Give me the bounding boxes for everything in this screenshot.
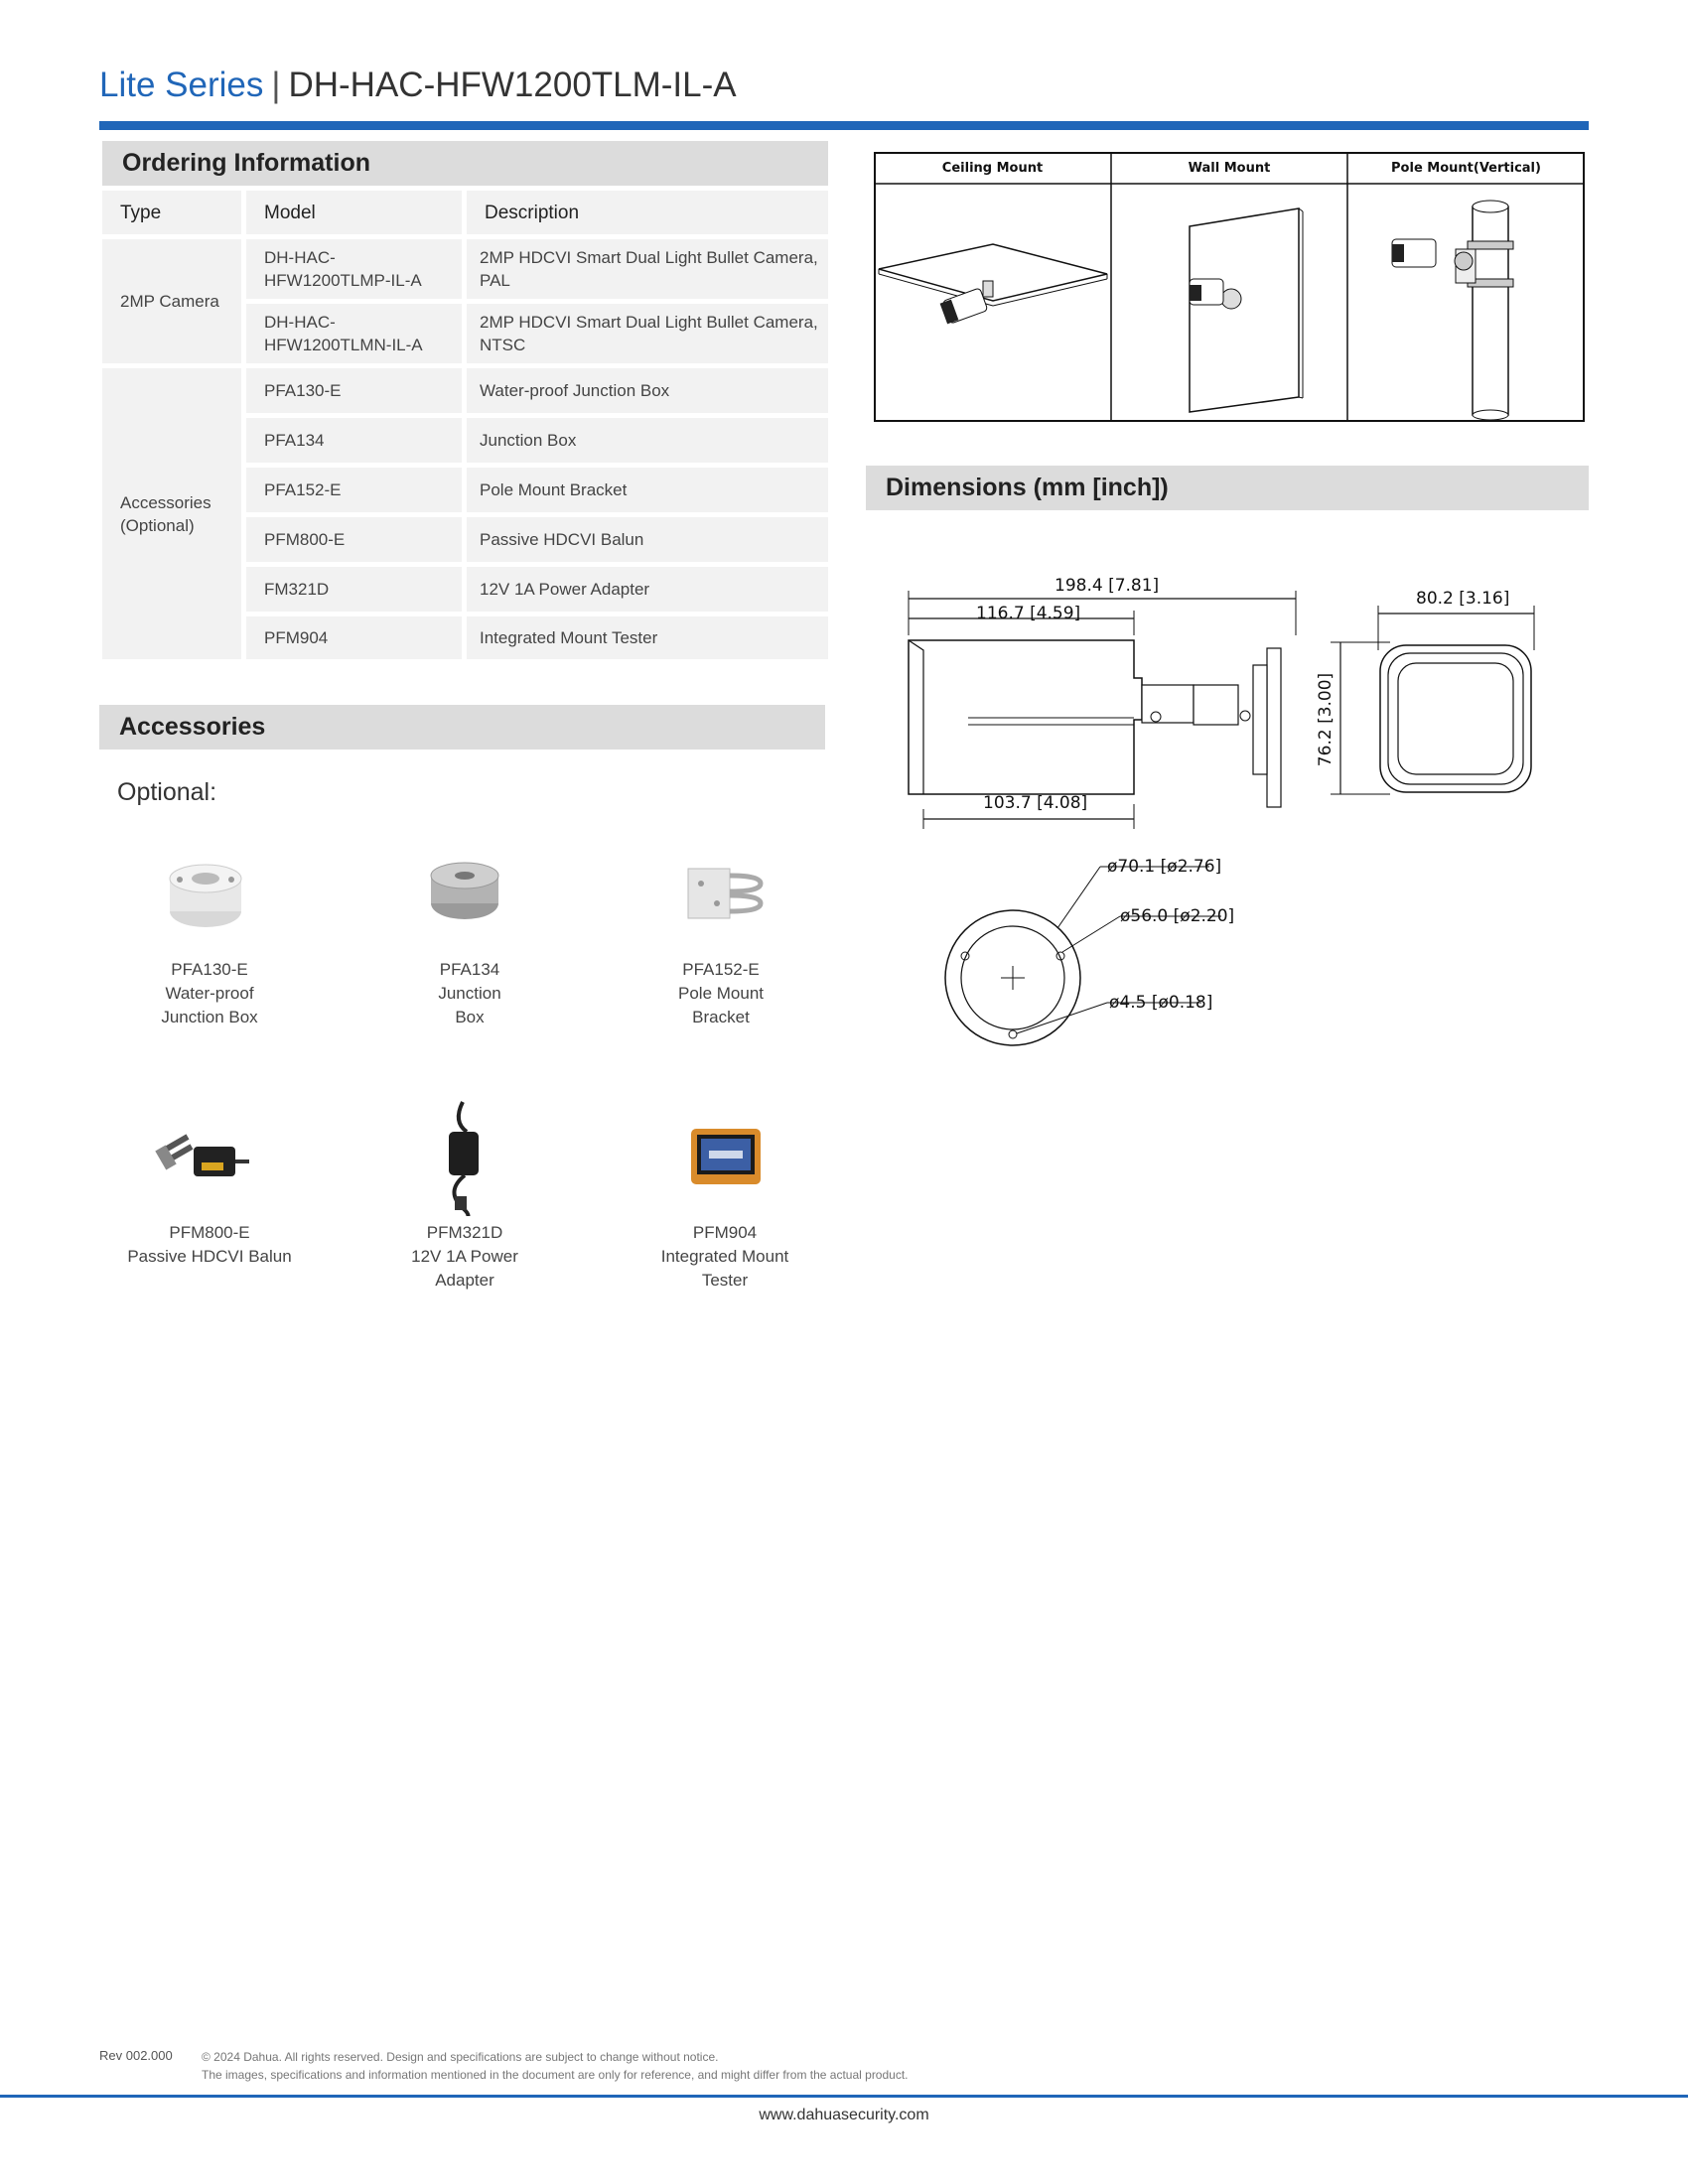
acc-desc-cell: Pole Mount Bracket bbox=[467, 468, 828, 512]
model-cell bbox=[246, 304, 462, 363]
type-line: (Optional) bbox=[120, 515, 195, 535]
ordering-info-heading bbox=[102, 141, 828, 186]
mount-tester-icon bbox=[606, 1107, 844, 1216]
desc-line: 2MP HDCVI Smart Dual Light Bullet Camera, bbox=[480, 248, 818, 267]
type-cell-camera: 2MP Camera bbox=[102, 239, 241, 363]
desc-line: PAL bbox=[480, 271, 510, 290]
accessory-item bbox=[90, 1107, 329, 1269]
accessory-line: Box bbox=[455, 1008, 485, 1026]
acc-desc-cell: 12V 1A Power Adapter bbox=[467, 567, 828, 612]
description-cell bbox=[467, 239, 828, 299]
accessory-line: Tester bbox=[701, 1271, 749, 1290]
desc-line: 2MP HDCVI Smart Dual Light Bullet Camera, bbox=[480, 313, 818, 332]
accessory-line: Adapter bbox=[435, 1271, 494, 1290]
dimension-lines bbox=[874, 551, 1589, 1067]
copyright-line: © 2024 Dahua. All rights reserved. Design and specifications are subject to change without notice. bbox=[202, 2050, 719, 2064]
mount-types-table bbox=[874, 152, 1585, 422]
accessory-line: PFA152-E bbox=[682, 960, 760, 979]
accessory-line: Junction Box bbox=[161, 1008, 258, 1026]
dimensions-heading bbox=[866, 466, 1589, 510]
acc-model-cell: FM321D bbox=[246, 567, 462, 612]
acc-desc-cell: Integrated Mount Tester bbox=[467, 616, 828, 659]
accessory-line: Passive HDCVI Balun bbox=[127, 1247, 292, 1266]
mount-label-ceiling: Ceiling Mount bbox=[941, 161, 1044, 176]
col-header-description: Description bbox=[467, 191, 828, 234]
acc-model-cell: PFM800-E bbox=[246, 517, 462, 562]
acc-model-cell: PFA134 bbox=[246, 418, 462, 463]
dim-hole-circle-diameter: ø56.0 [ø2.20] bbox=[1120, 906, 1235, 926]
dim-base-length: 103.7 [4.08] bbox=[983, 793, 1088, 813]
accessory-item bbox=[602, 844, 840, 1029]
acc-desc-cell: Water-proof Junction Box bbox=[467, 368, 828, 413]
mount-label-pole: Pole Mount(Vertical) bbox=[1391, 161, 1541, 176]
website-link[interactable]: www.dahuasecurity.com bbox=[759, 2107, 929, 2123]
accessory-line: PFM904 bbox=[692, 1223, 758, 1242]
accessory-line: PFM321D bbox=[426, 1223, 503, 1242]
description-cell bbox=[467, 304, 828, 363]
series-name: Lite Series bbox=[99, 66, 264, 104]
dim-body-length: 116.7 [4.59] bbox=[976, 604, 1081, 623]
copyright-notice bbox=[202, 2048, 909, 2084]
dim-width: 80.2 [3.16] bbox=[1416, 589, 1510, 609]
accessory-item bbox=[351, 844, 589, 1029]
acc-desc-cell: Junction Box bbox=[467, 418, 828, 463]
mount-diagrams bbox=[874, 152, 1585, 422]
footer-rule bbox=[0, 2095, 1688, 2098]
copyright-line: The images, specifications and information mentioned in the document are only for reference, and might differ from the actual product. bbox=[202, 2068, 909, 2082]
dimensions-title: Dimensions (mm [inch]) bbox=[886, 474, 1169, 501]
accessory-item bbox=[346, 1087, 584, 1293]
type-line: Accessories bbox=[120, 492, 211, 512]
accessory-line: Bracket bbox=[692, 1008, 750, 1026]
accessory-line: Pole Mount bbox=[678, 984, 764, 1003]
ordering-info-title: Ordering Information bbox=[122, 149, 370, 177]
wall-mount-drawing bbox=[1190, 208, 1303, 412]
accessory-line: 12V 1A Power bbox=[411, 1247, 518, 1266]
title-separator: | bbox=[271, 66, 281, 104]
balun-icon bbox=[90, 1107, 329, 1216]
dimension-drawing bbox=[874, 551, 1589, 1067]
revision-label: Rev 002.000 bbox=[99, 2048, 173, 2063]
model-name: DH-HAC-HFW1200TLM-IL-A bbox=[288, 66, 737, 104]
model-cell bbox=[246, 239, 462, 299]
pole-mount-drawing bbox=[1392, 201, 1513, 420]
dim-height: 76.2 [3.00] bbox=[1316, 672, 1336, 767]
ceiling-mount-drawing bbox=[879, 244, 1107, 324]
acc-model-cell: PFA152-E bbox=[246, 468, 462, 512]
acc-model-cell: PFA130-E bbox=[246, 368, 462, 413]
dim-total-length: 198.4 [7.81] bbox=[1055, 576, 1160, 596]
accessory-line: Integrated Mount bbox=[660, 1247, 789, 1266]
accessory-line: PFM800-E bbox=[169, 1223, 250, 1242]
junction-box-icon bbox=[351, 844, 589, 953]
optional-label: Optional: bbox=[117, 778, 217, 806]
header-rule bbox=[99, 121, 1589, 130]
pole-bracket-icon bbox=[602, 844, 840, 953]
model-line: HFW1200TLMN-IL-A bbox=[264, 336, 423, 354]
accessories-heading bbox=[99, 705, 825, 750]
page-title bbox=[99, 66, 737, 105]
model-line: HFW1200TLMP-IL-A bbox=[264, 271, 422, 290]
dim-outer-diameter: ø70.1 [ø2.76] bbox=[1107, 857, 1222, 877]
accessory-line: PFA134 bbox=[439, 960, 500, 979]
dim-hole-diameter: ø4.5 [ø0.18] bbox=[1109, 993, 1213, 1013]
model-line: DH-HAC- bbox=[264, 313, 336, 332]
col-header-type: Type bbox=[102, 191, 241, 234]
mount-label-wall: Wall Mount bbox=[1188, 161, 1271, 176]
acc-model-cell: PFM904 bbox=[246, 616, 462, 659]
model-line: DH-HAC- bbox=[264, 248, 336, 267]
accessory-line: Junction bbox=[438, 984, 501, 1003]
desc-line: NTSC bbox=[480, 336, 526, 354]
accessory-item bbox=[90, 844, 329, 1029]
junction-box-icon bbox=[90, 844, 329, 953]
power-adapter-icon bbox=[346, 1087, 584, 1216]
accessory-line: Water-proof bbox=[165, 984, 254, 1003]
accessories-title: Accessories bbox=[119, 713, 266, 741]
accessory-item bbox=[606, 1107, 844, 1293]
accessory-line: PFA130-E bbox=[171, 960, 248, 979]
col-header-model: Model bbox=[246, 191, 462, 234]
type-cell-accessories bbox=[102, 368, 241, 659]
acc-desc-cell: Passive HDCVI Balun bbox=[467, 517, 828, 562]
